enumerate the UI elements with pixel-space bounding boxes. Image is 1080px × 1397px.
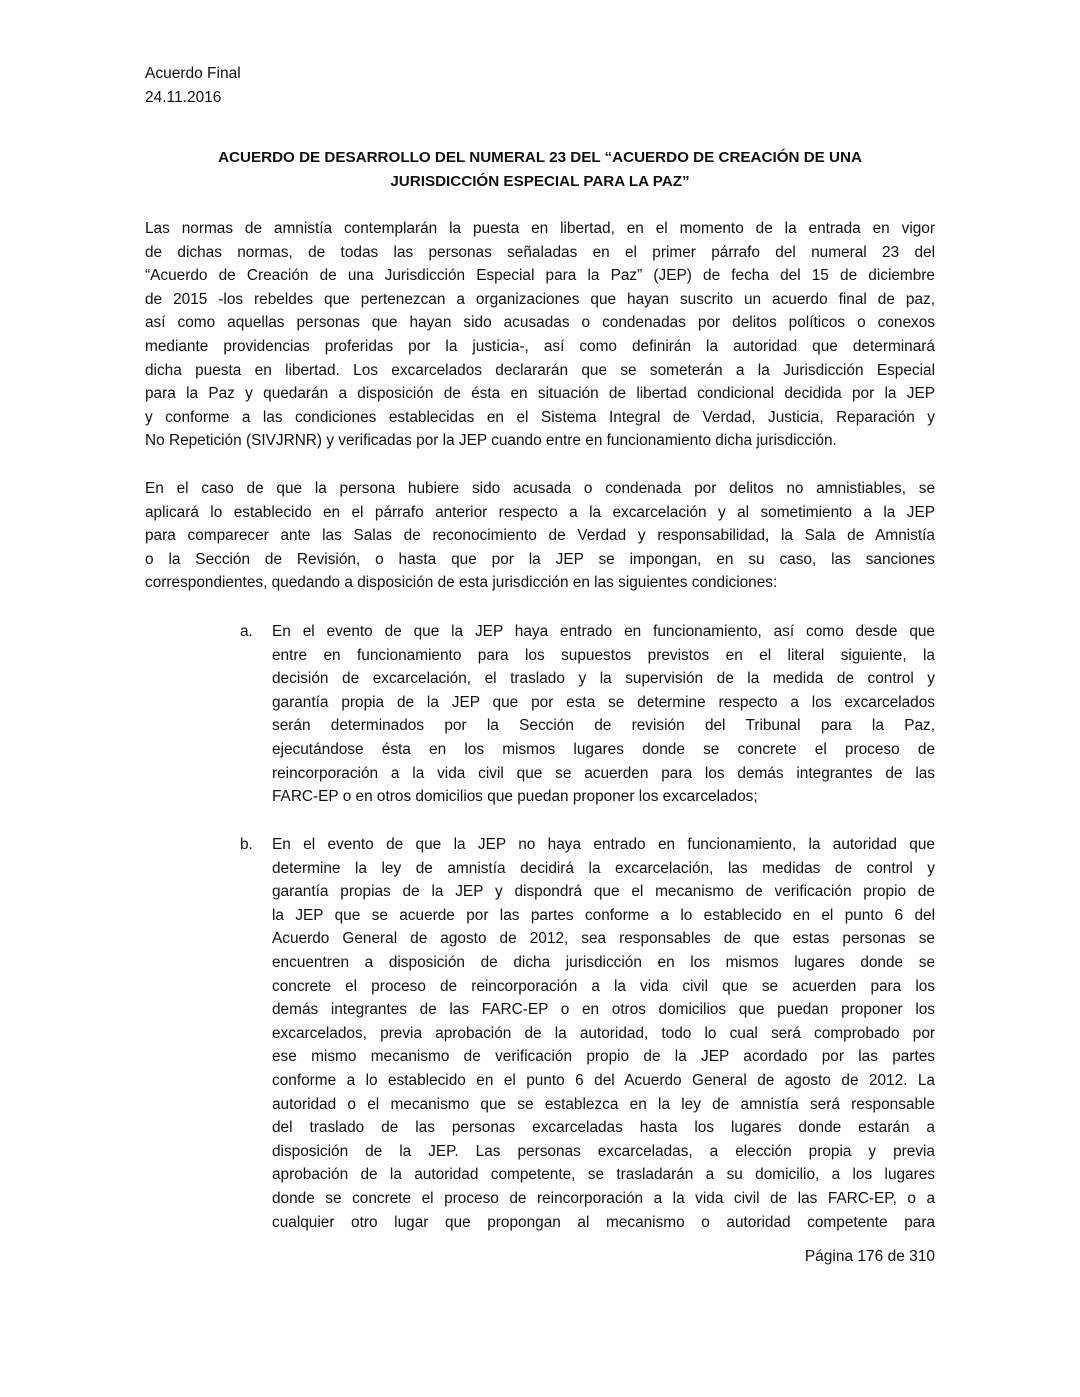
running-header bbox=[145, 62, 241, 110]
text-line: excarcelados, previa aprobación de la autoridad, todo lo cual será comprobado por bbox=[272, 1024, 935, 1042]
text-line: para la Paz y quedarán a disposición de ésta en situación de libertad condicional decidida por la JEP bbox=[145, 385, 935, 403]
list-item-b bbox=[272, 833, 935, 1234]
text-line: demás integrantes de las FARC-EP o en otros domicilios que puedan proponer los bbox=[272, 1001, 935, 1019]
text-line: decisión de excarcelación, el traslado y la supervisión de la medida de control y bbox=[272, 670, 935, 688]
text-line: No Repetición (SIVJRNR) y verificadas por la JEP cuando entre en funcionamiento dicha jurisdicción. bbox=[145, 432, 837, 450]
text-line: En el evento de que la JEP no haya entrado en funcionamiento, la autoridad que bbox=[272, 836, 935, 853]
text-line: para comparecer ante las Salas de reconocimiento de Verdad y responsabilidad, la Sala de Amnistía bbox=[145, 527, 935, 545]
text-line: entre en funcionamiento para los supuestos previstos en el literal siguiente, la bbox=[272, 646, 935, 664]
paragraph-2 bbox=[145, 477, 935, 595]
title-line: ACUERDO DE DESARROLLO DEL NUMERAL 23 DEL “ACUERDO DE CREACIÓN DE UNA bbox=[218, 149, 862, 166]
text-line: o la Sección de Revisión, o hasta que por la JEP se impongan, en su caso, las sanciones bbox=[145, 550, 935, 568]
text-line: cualquier otro lugar que propongan al mecanismo o autoridad competente para bbox=[272, 1213, 935, 1231]
text-line: así como aquellas personas que hayan sido acusadas o condenadas por delitos políticos o conexos bbox=[145, 314, 935, 332]
text-line: “Acuerdo de Creación de una Jurisdicción Especial para la Paz” (JEP) de fecha del 15 de diciembre bbox=[145, 267, 935, 285]
text-line: ejecutándose ésta en los mismos lugares donde se concrete el proceso de bbox=[272, 740, 935, 758]
text-line: Las normas de amnistía contemplarán la puesta en libertad, en el momento de la entrada en vigor bbox=[145, 220, 935, 237]
text-line: En el caso de que la persona hubiere sido acusada o condenada por delitos no amnistiables, se bbox=[145, 480, 935, 497]
text-line: reincorporación a la vida civil que se acuerden para los demás integrantes de las bbox=[272, 764, 935, 782]
text-line: Acuerdo General de agosto de 2012, sea responsables de que estas personas se bbox=[272, 930, 935, 948]
text-line: correspondientes, quedando a disposición de esta jurisdicción en las siguientes condiciones: bbox=[145, 574, 778, 592]
text-line: determine la ley de amnistía decidirá la excarcelación, las medidas de control y bbox=[272, 859, 935, 877]
text-line: y conforme a las condiciones establecidas en el Sistema Integral de Verdad, Justicia, Reparación y bbox=[145, 408, 935, 426]
page-number: Página 176 de 310 bbox=[804, 1248, 935, 1265]
list-item-a bbox=[272, 620, 935, 809]
title-line: JURISDICCIÓN ESPECIAL PARA LA PAZ” bbox=[390, 173, 690, 190]
text-line: En el evento de que la JEP haya entrado en funcionamiento, así como desde que bbox=[272, 623, 935, 640]
text-line: del traslado de las personas excarceladas hasta los lugares donde estarán a bbox=[272, 1119, 935, 1137]
text-line: aplicará lo establecido en el párrafo anterior respecto a la excarcelación y al sometimiento a la JEP bbox=[145, 503, 935, 521]
text-line: FARC-EP o en otros domicilios que puedan proponer los excarcelados; bbox=[272, 788, 758, 806]
text-line: ese mismo mecanismo de verificación propio de la JEP acordado por las partes bbox=[272, 1048, 935, 1066]
text-line: garantía propias de la JEP y dispondrá que el mecanismo de verificación propio de bbox=[272, 883, 935, 901]
text-line: conforme a lo establecido en el punto 6 del Acuerdo General de agosto de 2012. La bbox=[272, 1071, 935, 1089]
text-line: mediante providencias proferidas por la justicia-, así como definirán la autoridad que determinará bbox=[145, 337, 935, 355]
header-date: 24.11.2016 bbox=[145, 89, 222, 106]
text-line: garantía propia de la JEP que por esta se determine respecto a los excarcelados bbox=[272, 693, 935, 711]
document-title bbox=[145, 146, 935, 194]
text-line: de dichas normas, de todas las personas señaladas en el primer párrafo del numeral 23 del bbox=[145, 243, 935, 261]
list-label-a: a. bbox=[240, 623, 253, 640]
text-line: concrete el proceso de reincorporación a la vida civil que se acuerden para los bbox=[272, 977, 935, 995]
text-line: aprobación de la autoridad competente, se trasladarán a su domicilio, a los lugares bbox=[272, 1166, 935, 1184]
text-line: encuentren a disposición de dicha jurisdicción en los mismos lugares donde se bbox=[272, 953, 935, 971]
text-line: disposición de la JEP. Las personas excarceladas, a elección propia y previa bbox=[272, 1142, 935, 1160]
text-line: de 2015 -los rebeldes que pertenezcan a organizaciones que hayan suscrito un acuerdo final de paz, bbox=[145, 290, 935, 308]
paragraph-1 bbox=[145, 217, 935, 453]
text-line: donde se concrete el proceso de reincorporación a la vida civil de las FARC-EP, o a bbox=[272, 1189, 935, 1207]
list-label-b: b. bbox=[240, 836, 253, 853]
text-line: autoridad o el mecanismo que se establezca en la ley de amnistía será responsable bbox=[272, 1095, 935, 1113]
text-line: dicha puesta en libertad. Los excarcelados declararán que se someterán a la Jurisdicción Especial bbox=[145, 361, 935, 379]
text-line: serán determinados por la Sección de revisión del Tribunal para la Paz, bbox=[272, 717, 935, 735]
text-line: la JEP que se acuerde por las partes conforme a lo establecido en el punto 6 del bbox=[272, 906, 935, 924]
header-title: Acuerdo Final bbox=[145, 65, 241, 82]
